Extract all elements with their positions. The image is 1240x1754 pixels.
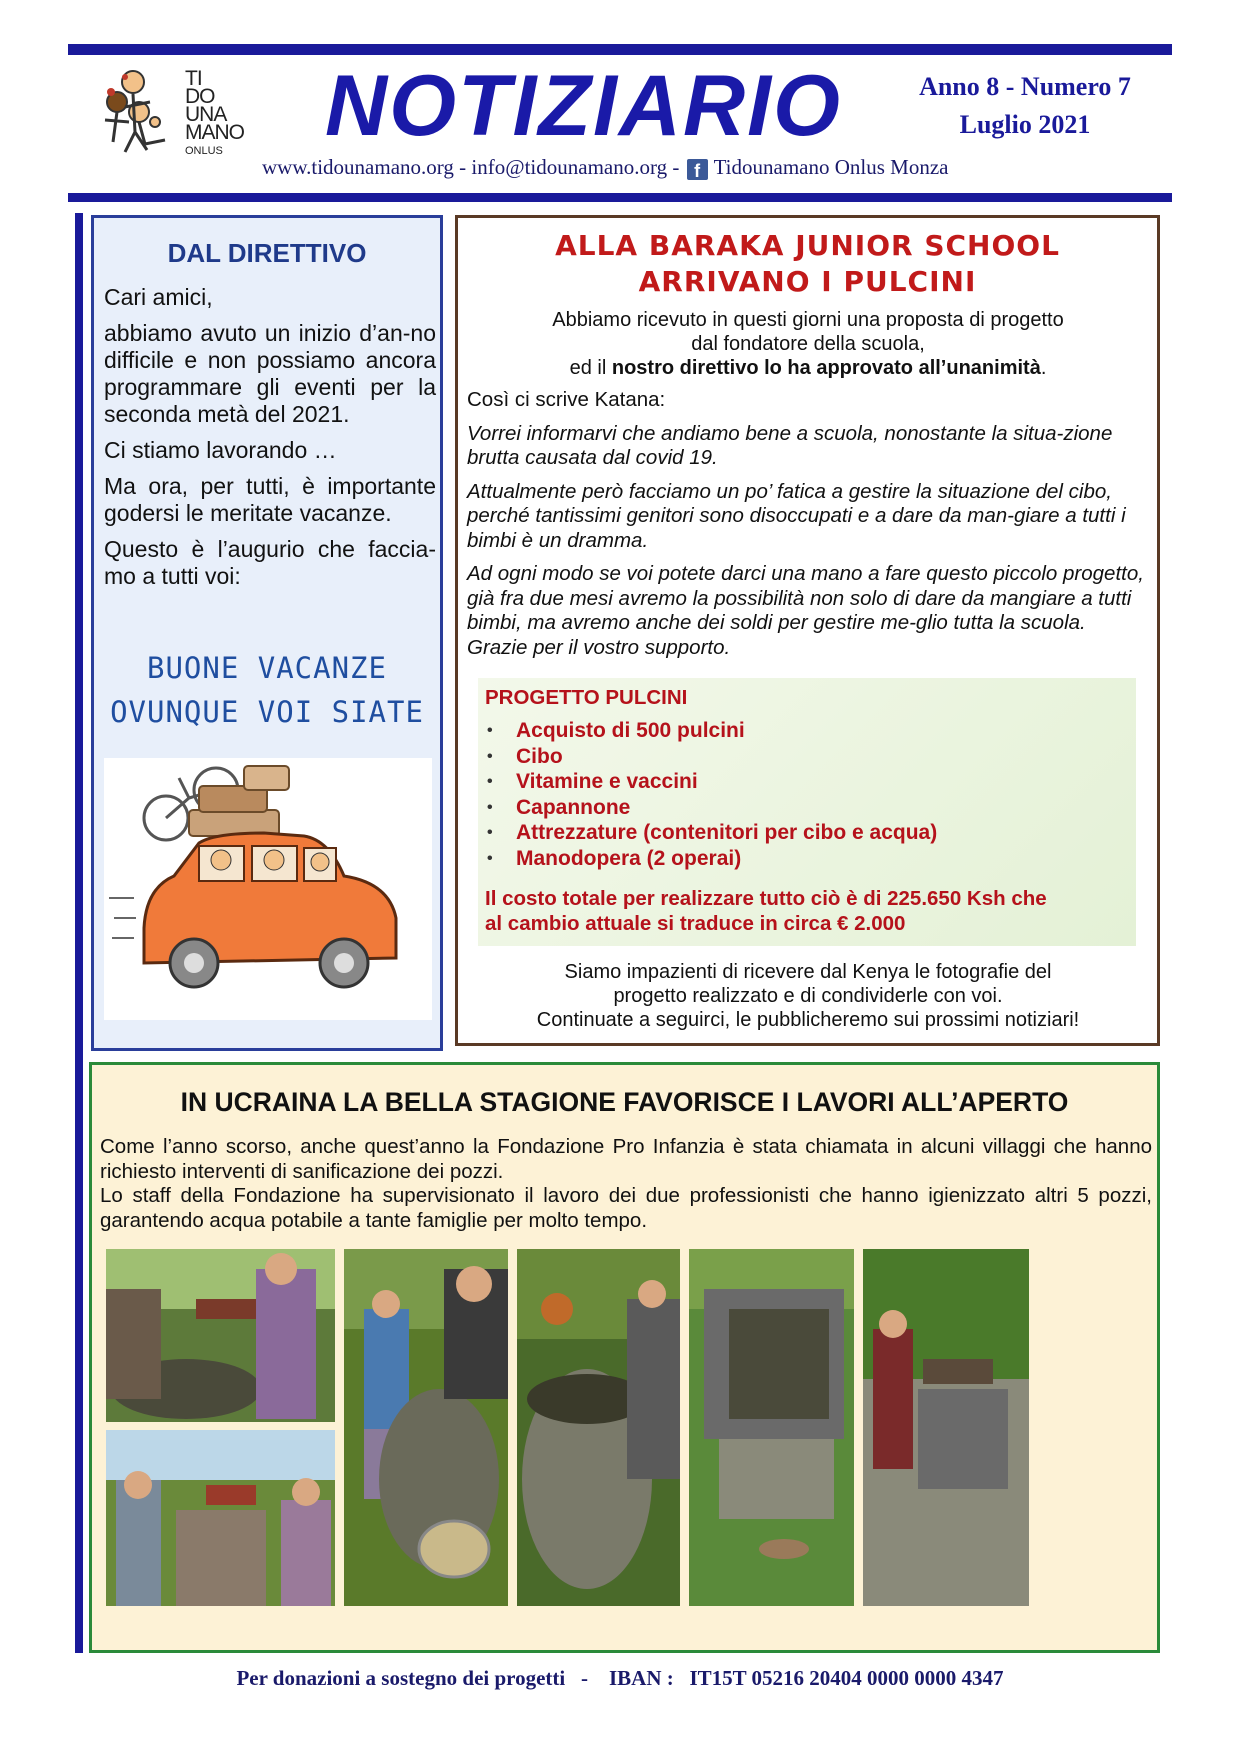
facebook-link[interactable]: Tidounamano Onlus Monza — [713, 155, 949, 179]
header-bottom-rule — [68, 193, 1172, 202]
article-body — [467, 388, 1147, 669]
newsletter-masthead: NOTIZIARIO — [325, 58, 842, 154]
intro-line — [478, 356, 1138, 380]
article-title: IN UCRAINA LA BELLA STAGIONE FAVORISCE I LAVORI ALL’APERTO — [180, 1087, 1069, 1117]
project-item-list — [485, 718, 937, 871]
baraka-school-article — [455, 215, 1160, 1046]
vacation-car-illustration — [104, 758, 432, 1020]
list-item: • Acquisto di 500 pulcini — [485, 718, 937, 744]
separator: - — [453, 155, 472, 179]
well-workers-photo-icon — [106, 1430, 335, 1606]
paragraph: Ci stiamo lavorando … — [104, 437, 337, 463]
well-photo-3 — [344, 1249, 508, 1606]
well-workers-photo-icon — [863, 1249, 1029, 1606]
separator: - — [667, 155, 685, 179]
paragraph: Lo staff della Fondazione ha supervisionato il lavoro dei due professionisti che hanno igienizzato altri 5 pozzi, garantendo acqua potabile a tante famiglie per molto tempo. — [100, 1184, 1152, 1232]
greeting-line: BUONE VACANZE — [147, 651, 387, 685]
cost-line: al cambio attuale si traduce in circa € 2.000 — [485, 912, 906, 935]
contact-line — [262, 155, 1142, 180]
list-item: • Capannone — [485, 795, 937, 821]
panel-body — [104, 284, 436, 599]
well-photo-4 — [517, 1249, 680, 1606]
paragraph: Come l’anno scorso, anche quest’anno la Fondazione Pro Infanzia è stata chiamata in alcuni villaggi che hanno richiesto interventi di sanificazione dei pozzi. — [100, 1135, 1152, 1183]
letter-paragraph: Ad ogni modo se voi potete darci una mano a fare questo piccolo progetto, già fra due mesi avremo la possibilità non solo di dare da mangiare a tutti bimbi, ma avremo anche dei soldi per gestire me-glio tutta la scuola. Grazie per il vostro supporto. — [467, 562, 1144, 659]
letter-paragraph: Vorrei informarvi che andiamo bene a scuola, nonostante la situa-zione brutta causata dal covid 19. — [467, 421, 1113, 469]
issue-date: Luglio 2021 — [959, 110, 1091, 139]
logo-word: UNA — [185, 103, 227, 126]
title-line: ARRIVANO I PULCINI — [638, 265, 977, 298]
project-box — [478, 678, 1136, 946]
email-link[interactable]: info@tidounamano.org — [471, 155, 668, 179]
intro-bold-text: nostro direttivo lo ha approvato all’unanimità — [611, 357, 1041, 379]
logo-word: MANO — [185, 121, 244, 144]
article-title — [458, 228, 1157, 300]
paragraph: Ma ora, per tutti, è importante godersi le meritate vacanze. — [104, 473, 436, 526]
well-photo-2 — [106, 1430, 335, 1606]
logo-wordmark — [185, 67, 244, 160]
directive-panel — [91, 215, 443, 1051]
article-body — [100, 1135, 1152, 1233]
website-link[interactable]: www.tidounamano.org — [262, 155, 454, 179]
paragraph: abbiamo avuto un inizio d’an-no difficile e non possiamo ancora programmare gli eventi per la seconda metà del 2021. — [104, 320, 436, 427]
logo-word: TI — [185, 67, 202, 90]
facebook-icon: f — [687, 159, 708, 180]
intro-line: Abbiamo ricevuto in questi giorni una proposta di progetto — [552, 309, 1064, 331]
closing-line: Siamo impazienti di ricevere dal Kenya le fotografie del — [564, 961, 1052, 983]
holiday-greeting — [94, 646, 440, 734]
well-photo-5 — [689, 1249, 854, 1606]
lead-sentence: Così ci scrive Katana: — [467, 388, 666, 411]
well-workers-photo-icon — [106, 1249, 335, 1422]
article-intro — [478, 308, 1138, 380]
article-closing — [478, 960, 1138, 1032]
header-top-rule — [68, 44, 1172, 55]
closing-line: Continuate a seguirci, le pubblicheremo sui prossimi notiziari! — [536, 1009, 1080, 1031]
car-illustration-icon — [104, 758, 432, 1020]
logo-word: ONLUS — [185, 145, 223, 157]
project-cost — [485, 886, 1135, 936]
well-photo-icon — [689, 1249, 854, 1606]
greeting-line: OVUNQUE VOI SIATE — [110, 695, 424, 729]
donation-footer: Per donazioni a sostegno dei progetti - IBAN : IT15T 05216 20404 0000 0000 4347 — [236, 1666, 1004, 1690]
well-workers-photo-icon — [344, 1249, 508, 1606]
ukraine-article — [89, 1062, 1160, 1653]
list-item: • Cibo — [485, 744, 937, 770]
project-title: PROGETTO PULCINI — [485, 686, 688, 709]
left-margin-rule — [75, 213, 83, 1653]
list-item: • Manodopera (2 operai) — [485, 846, 937, 872]
letter-paragraph: Attualmente però facciamo un po’ fatica a gestire la situazione del cibo, perché tantissimi genitori sono disoccupati e a dare da man-giare a tutti i bimbi è un dramma. — [467, 479, 1126, 552]
list-item: • Attrezzature (contenitori per cibo e acqua) — [485, 820, 937, 846]
title-line: ALLA BARAKA JUNIOR SCHOOL — [555, 229, 1060, 262]
intro-text: ed il — [569, 357, 612, 379]
well-photo-6 — [863, 1249, 1029, 1606]
list-item: • Vitamine e vaccini — [485, 769, 937, 795]
intro-text: . — [1040, 357, 1047, 379]
logo-word: DO — [185, 85, 215, 108]
panel-title: DAL DIRETTIVO — [167, 238, 367, 268]
cost-line: Il costo totale per realizzare tutto ciò è di 225.650 Ksh che — [485, 887, 1047, 910]
closing-line: progetto realizzato e di condividerle con voi. — [613, 985, 1003, 1007]
children-logo-icon — [95, 62, 195, 162]
paragraph: Questo è l’augurio che faccia-mo a tutti voi: — [104, 536, 436, 589]
issue-number: Anno 8 - Numero 7 — [919, 72, 1131, 101]
well-photo-1 — [106, 1249, 335, 1422]
issue-info — [880, 68, 1170, 144]
well-workers-photo-icon — [517, 1249, 680, 1606]
intro-line: dal fondatore della scuola, — [691, 333, 925, 355]
paragraph: Cari amici, — [104, 284, 213, 310]
